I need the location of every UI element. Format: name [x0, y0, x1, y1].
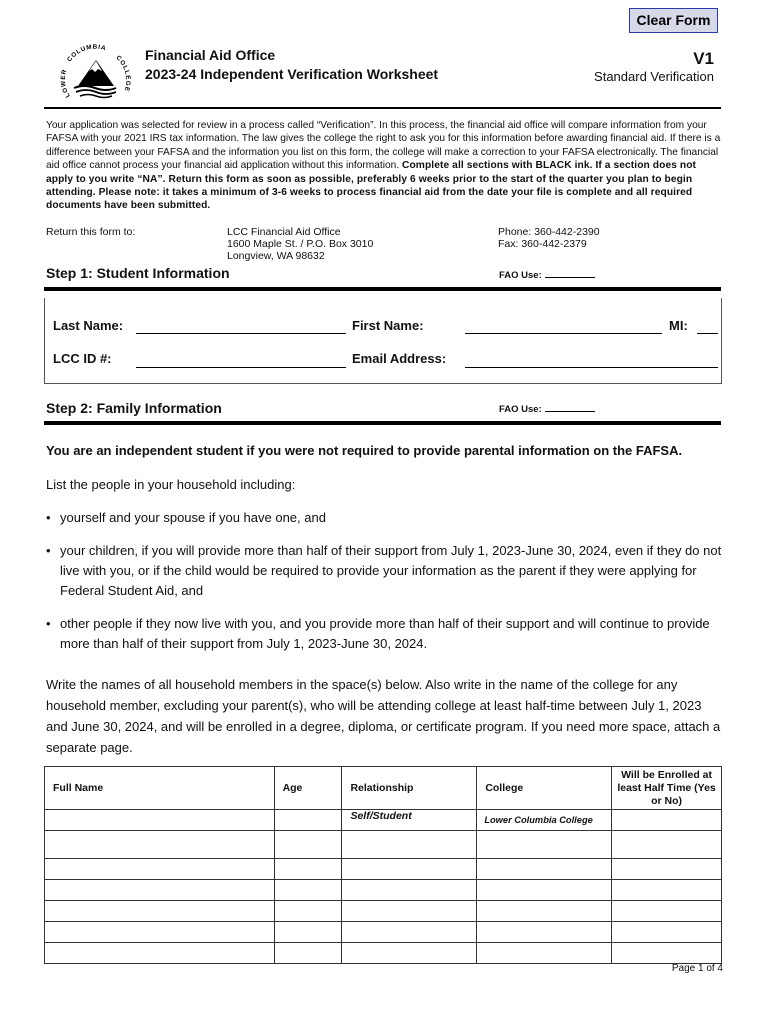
table-row — [45, 880, 722, 901]
table-row — [45, 810, 722, 831]
bullet-icon: • — [46, 510, 51, 525]
logo-arc-right: COLLEGE — [114, 54, 132, 93]
college-cell[interactable] — [477, 831, 612, 859]
full-name-cell[interactable] — [45, 901, 275, 922]
college-cell[interactable] — [477, 880, 612, 901]
col-full-name: Full Name — [45, 767, 275, 810]
full-name-cell[interactable] — [45, 859, 275, 880]
fao-use-label: FAO Use: — [499, 270, 542, 281]
college-cell[interactable] — [477, 901, 612, 922]
step1-title: Step 1: Student Information — [46, 265, 230, 281]
list-item: • yourself and your spouse if you have one, and — [46, 508, 722, 528]
full-name-cell[interactable] — [45, 880, 275, 901]
relationship-cell[interactable] — [342, 831, 477, 859]
bullet-icon: • — [46, 616, 51, 631]
intro-text: Your application was selected for review in a process called “Verification”. In this process, the financial aid office will compare information from your FAFSA with your 2021 IRS tax information. The law gives the college the right to ask you for this information before awarding financial aid. If there is a difference between your FAFSA and the information you list on this form, the college will make a correction to your FAFSA electronically. The financial aid office cannot process your financial aid application without this information. — [46, 120, 721, 172]
col-relationship: Relationship — [342, 767, 477, 810]
half-time-cell[interactable] — [612, 901, 722, 922]
last-name-field[interactable] — [136, 333, 346, 334]
relationship-cell: Self/Student — [342, 810, 477, 831]
household-list-intro: List the people in your household including: — [46, 477, 296, 492]
form-title: 2023-24 Independent Verification Worksheet — [145, 66, 439, 82]
phone: Phone: 360-442-2390 — [498, 226, 600, 238]
email-field[interactable] — [465, 367, 718, 368]
address-line-1: LCC Financial Aid Office — [227, 226, 341, 238]
table-row — [45, 943, 722, 964]
student-info-box — [44, 298, 722, 384]
age-cell[interactable] — [274, 810, 342, 831]
full-name-cell[interactable] — [45, 831, 275, 859]
col-age: Age — [274, 767, 342, 810]
college-cell[interactable] — [477, 859, 612, 880]
relationship-cell[interactable] — [342, 922, 477, 943]
list-item: • other people if they now live with you, and you provide more than half of their support and will continue to provide more than half of their support from July 1, 2023-June 30, 2024. — [46, 616, 710, 651]
last-name-label: Last Name: — [53, 318, 124, 333]
intro-bold-text: Complete all sections with BLACK ink. If a section does not apply to you write “NA”. Return this form as soon as possible, preferably 6 weeks prior to the start of the quarter you plan to begin attending. Please note: it takes a minimum of 3-6 weeks to process financial aid from the date your file is complete and all required documents have been submitted. — [46, 160, 697, 212]
svg-text:LOWER — [60, 68, 72, 98]
table-row — [45, 859, 722, 880]
return-address — [227, 226, 373, 263]
full-name-cell[interactable] — [45, 943, 275, 964]
half-time-cell[interactable] — [612, 831, 722, 859]
relationship-cell[interactable] — [342, 901, 477, 922]
age-cell[interactable] — [274, 880, 342, 901]
step2-divider — [44, 421, 721, 425]
address-line-3: Longview, WA 98632 — [227, 250, 325, 263]
half-time-cell[interactable] — [612, 859, 722, 880]
col-half-time: Will be Enrolled at least Half Time (Yes or No) — [612, 767, 722, 810]
mi-field[interactable] — [697, 333, 718, 334]
mi-label: MI: — [669, 318, 688, 333]
full-name-cell[interactable] — [45, 922, 275, 943]
logo-arc-top: COLUMBIA — [65, 44, 108, 64]
table-row — [45, 901, 722, 922]
half-time-cell[interactable] — [612, 922, 722, 943]
clear-form-button[interactable]: Clear Form — [629, 8, 718, 33]
college-cell: Lower Columbia College — [477, 810, 612, 831]
svg-text:COLUMBIA — [66, 44, 107, 63]
first-name-label: First Name: — [352, 318, 424, 333]
step2-fao-use — [499, 404, 595, 415]
half-time-cell[interactable] — [612, 880, 722, 901]
college-cell[interactable] — [477, 943, 612, 964]
independent-statement: You are an independent student if you were not required to provide parental information on the FAFSA. — [46, 443, 683, 458]
age-cell[interactable] — [274, 901, 342, 922]
age-cell[interactable] — [274, 922, 342, 943]
half-time-cell[interactable] — [612, 810, 722, 831]
table-row — [45, 922, 722, 943]
relationship-cell[interactable] — [342, 859, 477, 880]
table-row — [45, 831, 722, 859]
lcc-id-label: LCC ID #: — [53, 351, 112, 366]
college-cell[interactable] — [477, 922, 612, 943]
half-time-cell[interactable] — [612, 943, 722, 964]
return-label: Return this form to: — [46, 226, 136, 238]
verification-type: Standard Verification — [594, 69, 714, 84]
step2-title: Step 2: Family Information — [46, 400, 222, 416]
relationship-cell[interactable] — [342, 943, 477, 964]
lcc-id-field[interactable] — [136, 367, 346, 368]
email-label: Email Address: — [352, 351, 447, 366]
page-number: Page 1 of 4 — [671, 963, 723, 974]
table-header-row — [45, 767, 722, 810]
age-cell[interactable] — [274, 943, 342, 964]
fax: Fax: 360-442-2379 — [498, 238, 587, 251]
step1-fao-use — [499, 270, 595, 281]
household-instructions: Write the names of all household members in the space(s) below. Also write in the name of the college for any household member, excluding your parent(s), who will be attending college at least half-time between July 1, 2023 and June 30, 2024, and will be enrolled in a degree, diploma, or certificate program. If you need more space, attach a separate page. — [46, 677, 721, 755]
relationship-cell[interactable] — [342, 880, 477, 901]
first-name-field[interactable] — [465, 333, 662, 334]
fao-use-label: FAO Use: — [499, 404, 542, 415]
list-item: • your children, if you will provide more than half of their support from July 1, 2023-June 30, 2024, even if they do not live with you, or if the child would be required to provide your information as the parent if they were applying for Federal Student Aid, and — [46, 543, 722, 598]
address-line-2: 1600 Maple St. / P.O. Box 3010 — [227, 238, 374, 251]
lower-columbia-college-logo — [56, 44, 134, 102]
bullet-icon: • — [46, 543, 51, 558]
age-cell[interactable] — [274, 859, 342, 880]
household-table — [44, 766, 722, 964]
logo-arc-left: LOWER — [59, 68, 72, 99]
col-college: College — [477, 767, 612, 810]
version-label: V1 — [693, 49, 714, 68]
contact-info — [498, 226, 600, 250]
svg-text:COLLEGE — [115, 54, 132, 92]
step1-divider — [44, 287, 721, 291]
office-name: Financial Aid Office — [145, 47, 276, 63]
header-divider — [44, 107, 721, 109]
intro-paragraph — [46, 119, 722, 213]
age-cell[interactable] — [274, 831, 342, 859]
full-name-cell[interactable] — [45, 810, 275, 831]
